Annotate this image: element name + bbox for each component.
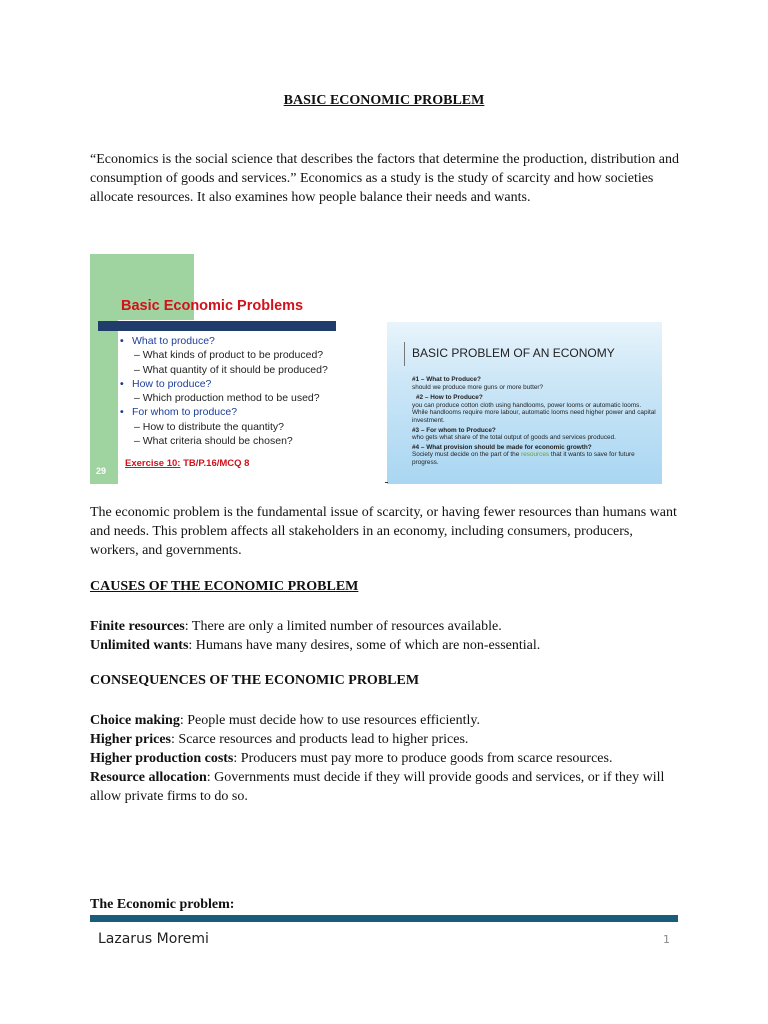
slide2-answer: should we produce more guns or more butter? — [412, 383, 544, 391]
slide2-answer: you can produce cotton cloth using handlooms, power looms or automatic looms. While handlooms require more labour, automatic looms need higher power and capital investment. — [412, 401, 656, 424]
slide1-bullet: • For whom to produce? — [120, 405, 328, 419]
consequence-term: Higher production costs — [90, 751, 234, 766]
consequence-item — [90, 730, 680, 749]
page-title: BASIC ECONOMIC PROBLEM — [283, 93, 485, 108]
consequence-term: Choice making — [90, 713, 180, 728]
consequence-desc: : People must decide how to use resources efficiently. — [179, 713, 480, 728]
cause-desc: : There are only a limited number of resources available. — [184, 619, 502, 634]
economic-problem-paragraph: The economic problem is the fundamental issue of scarcity, or having fewer resources than humans want and needs. This problem affects all stakeholders in an economy, including consumers, producers, workers, and governments. — [90, 505, 677, 558]
slide1-subitem: – What kinds of product to be produced? — [134, 349, 324, 362]
basic-economic-problems-slide — [90, 254, 336, 484]
consequence-desc: : Producers must pay more to produce goods from scarce resources. — [233, 751, 613, 766]
cause-item — [90, 636, 680, 655]
consequence-item — [90, 711, 680, 730]
slide2-question: #1 – What to Produce? — [412, 376, 481, 383]
slide2-body — [412, 376, 657, 467]
basic-problem-of-economy-slide — [387, 322, 662, 484]
slide2-answer-text: that it wants to save for future progress. — [412, 451, 635, 466]
consequence-desc: : Scarce resources and products lead to higher prices. — [171, 732, 469, 747]
slide1-exercise — [125, 458, 249, 469]
slide1-exercise-ref: TB/P.16/MCQ 8 — [180, 458, 250, 469]
footer-author: Lazarus Moremi — [98, 931, 209, 947]
slide2-answer-text: Society must decide on the part of the — [412, 451, 522, 459]
slide1-title-bar — [98, 321, 336, 331]
consequence-term: Higher prices — [90, 732, 172, 747]
cause-item — [90, 617, 680, 636]
consequence-item — [90, 768, 680, 806]
resources-link[interactable]: resources — [521, 451, 550, 459]
slide2-question: #3 – For whom to Produce? — [412, 426, 496, 434]
text-cursor-mark — [385, 482, 388, 483]
cause-term: Finite resources — [90, 619, 185, 634]
causes-heading: CAUSES OF THE ECONOMIC PROBLEM — [90, 579, 359, 594]
consequences-heading: CONSEQUENCES OF THE ECONOMIC PROBLEM — [90, 673, 420, 688]
slide2-title: BASIC PROBLEM OF AN ECONOMY — [412, 346, 615, 360]
slide1-bullet: • How to produce? — [120, 377, 328, 391]
slide1-bullet: • What to produce? — [120, 334, 328, 348]
slide1-subitem: – What criteria should be chosen? — [134, 435, 293, 448]
slide2-answer — [412, 451, 657, 466]
cause-desc: : Humans have many desires, some of which are non-essential. — [188, 638, 541, 653]
slide-green-strip — [90, 254, 118, 484]
slide2-question: #2 – How to Produce? — [416, 394, 483, 402]
footer-section-label: The Economic problem: — [90, 897, 235, 912]
consequence-desc: : Governments must decide if they will provide goods and services, or if they will allow private firms to do so. — [90, 770, 665, 804]
consequence-item — [90, 749, 680, 768]
slide1-exercise-label: Exercise 10: — [125, 458, 181, 469]
consequence-term: Resource allocation — [90, 770, 207, 785]
page-number: 1 — [663, 933, 670, 946]
intro-paragraph: “Economics is the social science that describes the factors that determine the production, distribution and consumption of goods and services.” Economics as a study is the study of scarcity and how societies allocate resources. It also examines how people balance their needs and wants. — [90, 152, 679, 205]
cause-term: Unlimited wants — [90, 638, 189, 653]
slide1-number: 29 — [96, 466, 107, 476]
footer-divider-bar — [90, 915, 678, 922]
slide1-subitem: – How to distribute the quantity? — [134, 420, 285, 433]
slide2-question: #4 – What provision should be made for economic growth? — [412, 443, 592, 451]
slide1-subitem: – What quantity of it should be produced? — [134, 363, 328, 376]
slide1-list — [120, 334, 328, 448]
slide2-answer: who gets what share of the total output of goods and services produced. — [412, 434, 616, 442]
slide2-title-rule — [404, 342, 405, 366]
slide1-subitem: – Which production method to be used? — [134, 392, 320, 405]
slide1-title: Basic Economic Problems — [121, 298, 304, 314]
